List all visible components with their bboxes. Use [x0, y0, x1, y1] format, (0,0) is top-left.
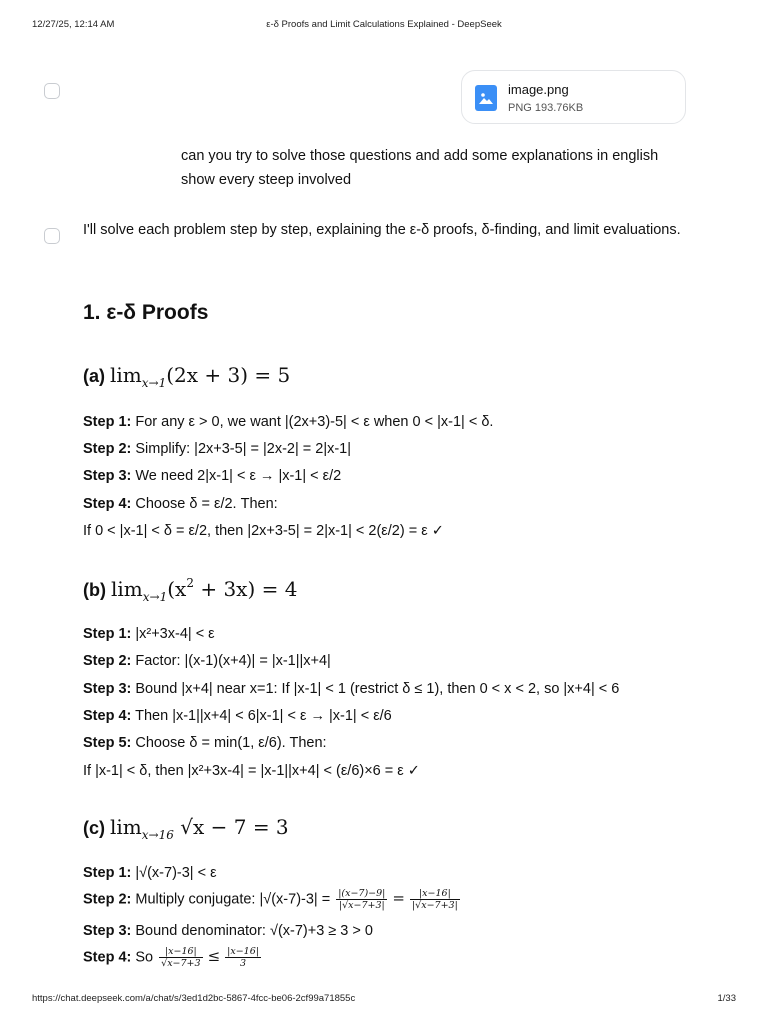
step-label: Step 1:	[83, 865, 132, 881]
problem-label: (c)	[83, 818, 105, 838]
lim-operator: lim	[111, 577, 143, 601]
step-text: We need 2|x-1| < ε → |x-1| < ε/2	[131, 468, 342, 484]
fraction	[410, 888, 460, 911]
print-page-title: ε-δ Proofs and Limit Calculations Explained - DeepSeek	[266, 19, 502, 30]
step-text: Factor: |(x-1)(x+4)| = |x-1||x+4|	[131, 653, 331, 669]
lim-subscript: x→1	[141, 376, 167, 390]
attachment-meta: PNG 193.76KB	[508, 102, 584, 114]
math-operator: ≤	[207, 947, 221, 966]
fraction-denominator: |√x−7+3|	[338, 900, 385, 911]
step-label: Step 2:	[83, 891, 132, 908]
step-label: Step 3:	[83, 923, 132, 939]
fraction-numerator: |x−16|	[159, 946, 202, 958]
step-line	[83, 863, 217, 883]
print-footer	[0, 993, 768, 1007]
assistant-intro: I'll solve each problem step by step, explaining the ε-δ proofs, δ-finding, and limit evaluations.	[83, 222, 681, 238]
message-select-checkbox[interactable]	[44, 228, 60, 244]
section-heading: 1. ε-δ Proofs	[83, 301, 209, 324]
step-label: Step 1:	[83, 626, 132, 642]
problem-a-heading	[83, 363, 290, 390]
problem-label: (b)	[83, 580, 106, 600]
step-line	[83, 651, 331, 671]
step-label: Step 1:	[83, 414, 132, 430]
step-text: Choose δ = ε/2. Then:	[131, 496, 278, 512]
step-line	[83, 888, 462, 911]
step-text: So	[131, 949, 158, 966]
step-label: Step 2:	[83, 441, 132, 457]
step-text: Simplify: |2x+3-5| = |2x-2| = 2|x-1|	[131, 441, 351, 457]
problem-label: (a)	[83, 366, 105, 386]
fraction-numerator: |x−16|	[410, 888, 460, 900]
lim-exponent: 2	[186, 576, 194, 590]
print-header	[0, 19, 768, 33]
step-text: Choose δ = min(1, ε/6). Then:	[131, 735, 327, 751]
step-conclusion: If 0 < |x-1| < δ = ε/2, then |2x+3-5| = 2|x-1| < 2(ε/2) = ε ✓	[83, 523, 444, 539]
attachment-filename: image.png	[508, 82, 569, 97]
step-label: Step 3:	[83, 468, 132, 484]
step-line	[83, 733, 327, 753]
fraction	[159, 946, 202, 969]
fraction-denominator: √x−7+3	[161, 958, 201, 969]
step-line	[83, 494, 278, 514]
step-line	[83, 439, 351, 459]
step-label: Step 4:	[83, 496, 132, 512]
math-operator: =	[392, 889, 405, 908]
attachment-card[interactable]	[461, 70, 686, 124]
step-text: Then |x-1||x+4| < 6|x-1| < ε → |x-1| < ε/6	[131, 708, 392, 724]
lim-expression: √x − 7 = 3	[180, 815, 289, 839]
problem-c-heading	[83, 815, 289, 842]
step-line	[83, 624, 215, 644]
step-label: Step 4:	[83, 949, 132, 966]
fraction-numerator: |x−16|	[227, 946, 259, 957]
lim-operator: lim	[110, 815, 142, 839]
fraction	[336, 888, 387, 911]
step-label: Step 4:	[83, 708, 132, 724]
lim-subscript: x→16	[141, 828, 174, 842]
step-text: |x²+3x-4| < ε	[131, 626, 215, 642]
step-text: Multiply conjugate: |√(x-7)-3| =	[131, 891, 335, 908]
step-line	[83, 946, 263, 969]
lim-expression: (2x + 3) = 5	[166, 363, 291, 387]
print-url: https://chat.deepseek.com/a/chat/s/3ed1d2bc-5867-4fcc-be06-2cf99a71855c	[32, 993, 356, 1004]
lim-expression-rest: + 3x) = 4	[193, 577, 298, 601]
step-text: Bound |x+4| near x=1: If |x-1| < 1 (restrict δ ≤ 1), then 0 < x < 2, so |x+4| < 6	[131, 681, 620, 697]
step-conclusion: If |x-1| < δ, then |x²+3x-4| = |x-1||x+4| < (ε/6)×6 = ε ✓	[83, 763, 420, 779]
step-line	[83, 466, 341, 486]
step-label: Step 3:	[83, 681, 132, 697]
fraction	[225, 946, 261, 969]
fraction-denominator: |√x−7+3|	[411, 900, 458, 911]
step-label: Step 2:	[83, 653, 132, 669]
print-datetime: 12/27/25, 12:14 AM	[32, 19, 115, 30]
print-page-number: 1/33	[717, 993, 736, 1004]
lim-expression: (x	[167, 577, 187, 601]
problem-b-heading	[83, 576, 297, 604]
step-text: Bound denominator: √(x-7)+3 ≥ 3 > 0	[131, 923, 373, 939]
lim-subscript: x→1	[142, 590, 168, 604]
step-label: Step 5:	[83, 735, 132, 751]
message-select-checkbox[interactable]	[44, 83, 60, 99]
user-message: can you try to solve those questions and add some explanations in english show every steep involved	[181, 148, 659, 188]
step-line	[83, 412, 493, 432]
lim-operator: lim	[110, 363, 142, 387]
fraction-denominator: 3	[240, 958, 247, 969]
image-file-icon	[475, 85, 497, 111]
step-text: For any ε > 0, we want |(2x+3)-5| < ε when 0 < |x-1| < δ.	[131, 414, 494, 430]
step-line	[83, 679, 619, 699]
step-line	[83, 706, 392, 726]
fraction-numerator: |(x−7)−9|	[338, 888, 386, 899]
step-line	[83, 921, 373, 941]
step-text: |√(x-7)-3| < ε	[131, 865, 217, 881]
